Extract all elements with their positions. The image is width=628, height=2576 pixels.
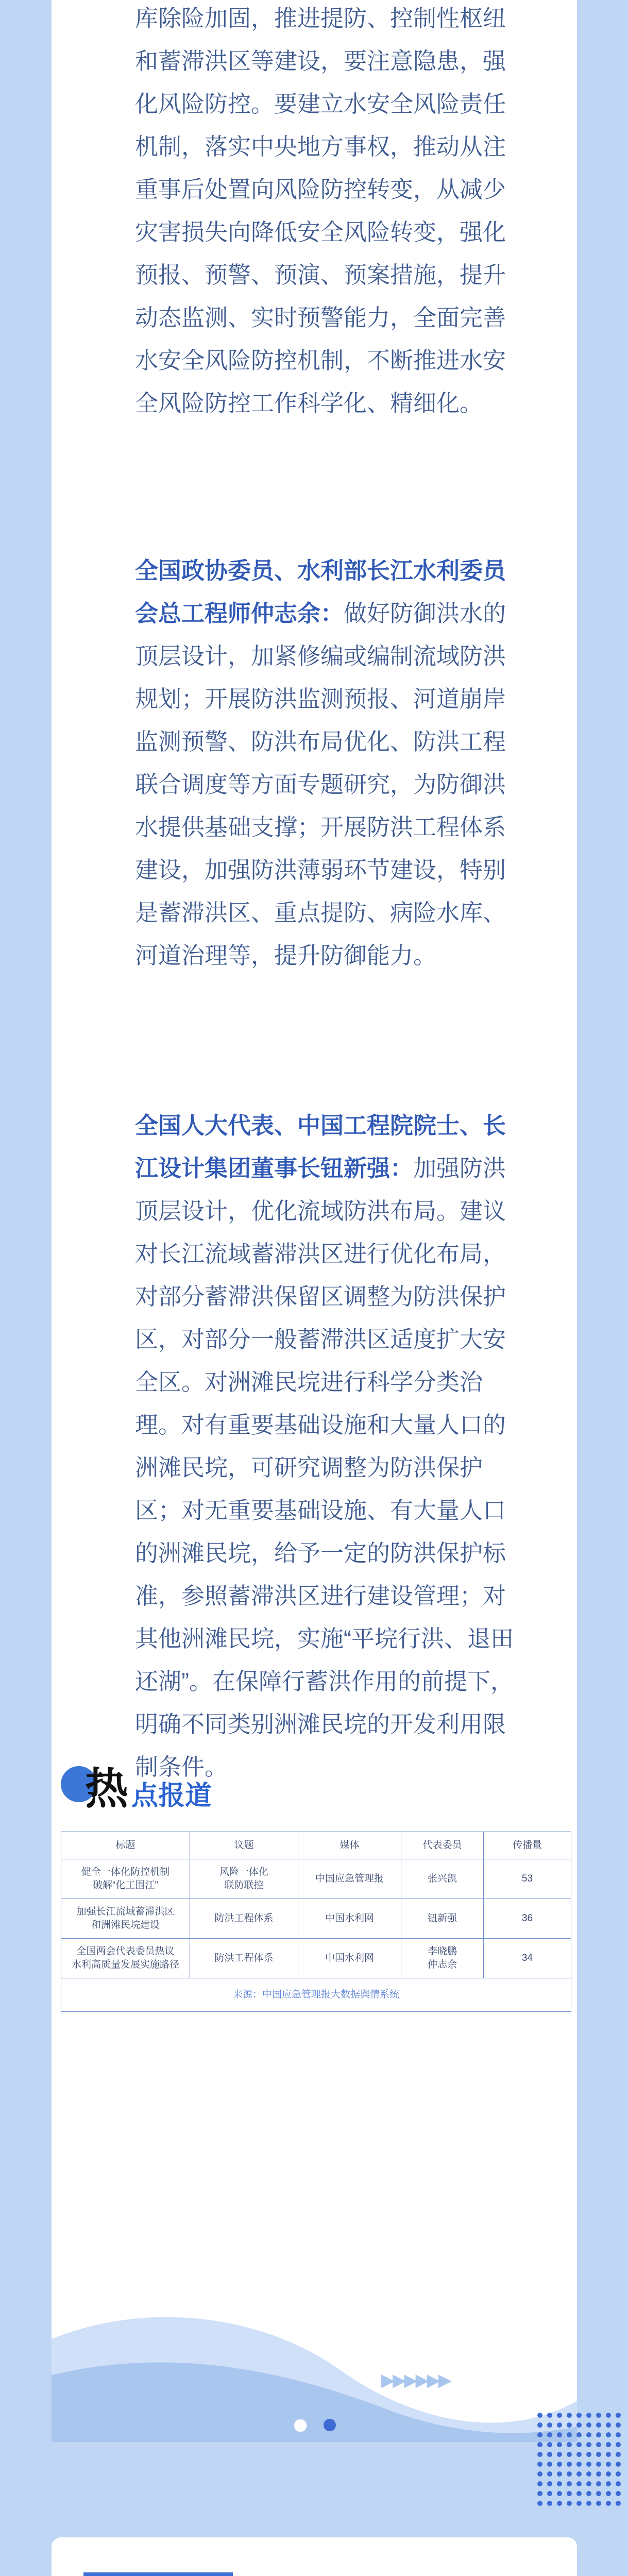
decor-dot — [537, 2481, 542, 2486]
pagination-dot[interactable] — [324, 2419, 336, 2431]
decor-dot — [596, 2413, 601, 2418]
decor-dot — [557, 2462, 562, 2467]
decor-dot — [537, 2462, 542, 2467]
decor-dot — [547, 2501, 552, 2506]
p2-line: 水提供基础支撑；开展防洪工程体系 — [135, 814, 506, 840]
speaker-name: 会总工程师仲志余： — [135, 600, 344, 626]
decor-dot — [606, 2413, 611, 2418]
decor-dot — [596, 2481, 601, 2486]
p1-line: 预报、预警、预演、预案措施，提升 — [135, 262, 506, 288]
p3-line: 准，参照蓄滞洪区进行建设管理；对 — [135, 1583, 506, 1609]
decor-dot — [537, 2452, 542, 2457]
decor-dot — [557, 2481, 562, 2486]
decor-dot — [537, 2432, 542, 2437]
p2-line: 监测预警、防洪布局优化、防洪工程 — [135, 728, 506, 755]
hot-report-heading — [52, 1762, 361, 1824]
decor-dot — [616, 2422, 621, 2428]
decor-dot — [547, 2432, 552, 2437]
decor-dot — [586, 2481, 591, 2486]
decor-dot — [616, 2491, 621, 2496]
col-header: 媒体 — [298, 1832, 401, 1859]
decor-dot — [567, 2432, 572, 2437]
table-source-row — [61, 1978, 571, 2012]
decor-dot — [586, 2422, 591, 2428]
p3-line: 的洲滩民垸，给予一定的防洪保护标 — [135, 1540, 506, 1566]
cell-media: 中国应急管理报 — [298, 1859, 401, 1899]
decor-dot — [537, 2471, 542, 2477]
cell-title: 加强长江流域蓄滞洪区 和洲滩民垸建设 — [61, 1899, 190, 1939]
decor-dot — [576, 2452, 582, 2457]
decor-dot — [596, 2452, 601, 2457]
decor-dot — [567, 2501, 572, 2506]
decor-dot — [537, 2491, 542, 2496]
p1-line: 和蓄滞洪区等建设，要注意隐患，强 — [135, 48, 506, 74]
decor-dot — [547, 2471, 552, 2477]
decor-dot — [576, 2471, 582, 2477]
p2-line: 顶层设计，加紧修编或编制流域防洪 — [135, 643, 506, 669]
decor-dot — [616, 2413, 621, 2418]
speaker-name: 全国人大代表、中国工程院院士、长 — [135, 1112, 506, 1139]
decor-dot — [567, 2462, 572, 2467]
decor-dot — [537, 2422, 542, 2428]
p1-line: 全风险防控工作科学化、精细化。 — [135, 390, 483, 416]
decor-dot — [606, 2422, 611, 2428]
decor-dot — [586, 2452, 591, 2457]
heading-big-char: 热 — [85, 1765, 129, 1813]
decor-dot — [586, 2432, 591, 2437]
arrows-decoration: ▶▶▶▶▶▶ — [381, 2370, 450, 2390]
decor-dot — [557, 2432, 562, 2437]
p3-line: 区；对无重要基础设施、有大量人口 — [135, 1497, 506, 1523]
p2-line: 规划；开展防洪监测预报、河道崩岸 — [135, 686, 506, 712]
p2-line: 建设，加强防洪薄弱环节建设，特别 — [135, 857, 506, 883]
article-card — [52, 0, 577, 2442]
decor-dot — [567, 2442, 572, 2447]
decor-dot — [576, 2413, 582, 2418]
decor-dot — [586, 2491, 591, 2496]
p2-line: 联合调度等方面专题研究，为防御洪 — [135, 771, 506, 798]
decor-dot — [586, 2413, 591, 2418]
cell-rep: 钮新强 — [401, 1899, 484, 1939]
decor-dot — [567, 2491, 572, 2496]
speaker-name: 全国政协委员、水利部长江水利委员 — [135, 557, 506, 584]
hot-report-table — [61, 1832, 571, 2012]
p3-line: 加强防洪 — [413, 1155, 506, 1181]
decor-dot — [596, 2462, 601, 2467]
decor-dot — [606, 2471, 611, 2477]
p1-line: 水安全风险防控机制，不断推进水安 — [135, 347, 506, 374]
decor-dot — [616, 2481, 621, 2486]
decor-dot — [616, 2471, 621, 2477]
decor-dot — [606, 2432, 611, 2437]
decor-dot — [596, 2442, 601, 2447]
p1-line: 库除险加固，推进提防、控制性枢纽 — [135, 5, 506, 31]
p3-line: 全区。对洲滩民垸进行科学分类治 — [135, 1369, 483, 1395]
decor-dot — [537, 2413, 542, 2418]
p3-line: 明确不同类别洲滩民垸的开发利用限 — [135, 1711, 506, 1737]
paragraph-1 — [135, 0, 593, 425]
fire-safety-card — [52, 2537, 577, 2576]
decor-dot — [606, 2501, 611, 2506]
pagination-dot-active[interactable] — [294, 2419, 307, 2432]
p3-line: 制条件。 — [135, 1754, 228, 1780]
decor-dot — [567, 2471, 572, 2477]
decor-dot — [606, 2442, 611, 2447]
number-badge-shape — [83, 2572, 233, 2576]
cell-count: 36 — [484, 1899, 571, 1939]
decor-dot — [596, 2501, 601, 2506]
decor-dot — [606, 2481, 611, 2486]
cell-count: 53 — [484, 1859, 571, 1899]
decor-dot — [557, 2471, 562, 2477]
p3-line: 顶层设计，优化流域防洪布局。建议 — [135, 1198, 506, 1224]
speaker-name: 江设计集团董事长钮新强： — [135, 1155, 414, 1181]
decor-dot — [596, 2491, 601, 2496]
decor-dot — [547, 2452, 552, 2457]
cell-count: 34 — [484, 1939, 571, 1978]
decor-dot — [616, 2462, 621, 2467]
decor-dot — [616, 2452, 621, 2457]
col-header: 议题 — [190, 1832, 298, 1859]
decor-dot — [547, 2462, 552, 2467]
decor-dot — [606, 2491, 611, 2496]
col-header: 传播量 — [484, 1832, 571, 1859]
p1-line: 动态监测、实时预警能力，全面完善 — [135, 304, 506, 331]
decor-dot — [547, 2481, 552, 2486]
table-row — [61, 1899, 571, 1939]
decor-dot — [606, 2462, 611, 2467]
decor-dot — [547, 2413, 552, 2418]
decor-dot — [576, 2491, 582, 2496]
p3-line: 还湖”。在保障行蓄洪作用的前提下， — [135, 1668, 514, 1694]
decor-dot — [586, 2501, 591, 2506]
paragraph-2 — [135, 549, 593, 977]
p1-line: 灾害损失向降低安全风险转变，强化 — [135, 219, 506, 245]
table-row — [61, 1859, 571, 1899]
decor-dot — [596, 2432, 601, 2437]
decor-dot — [596, 2422, 601, 2428]
cell-topic: 防洪工程体系 — [190, 1939, 298, 1978]
p3-line: 区，对部分一般蓄滞洪区适度扩大安 — [135, 1326, 506, 1352]
decor-dot — [616, 2442, 621, 2447]
cell-rep: 张兴凯 — [401, 1859, 484, 1899]
decor-dot — [576, 2462, 582, 2467]
p1-line: 化风险防控。要建立水安全风险责任 — [135, 91, 506, 117]
cell-title: 健全一体化防控机制 破解“化工围江” — [61, 1859, 190, 1899]
decor-dot — [537, 2442, 542, 2447]
cell-media: 中国水利网 — [298, 1899, 401, 1939]
decor-dot — [567, 2413, 572, 2418]
dot-grid-decoration — [536, 2411, 628, 2514]
decor-dot — [557, 2501, 562, 2506]
decor-dot — [586, 2462, 591, 2467]
wave-decoration — [52, 2298, 577, 2442]
decor-dot — [547, 2491, 552, 2496]
cell-topic: 防洪工程体系 — [190, 1899, 298, 1939]
decor-dot — [596, 2471, 601, 2477]
p3-line: 对长江流域蓄滞洪区进行优化布局， — [135, 1241, 506, 1267]
cell-rep: 李晓鹏 仲志余 — [401, 1939, 484, 1978]
decor-dot — [547, 2422, 552, 2428]
decor-dot — [557, 2452, 562, 2457]
decor-dot — [616, 2432, 621, 2437]
decor-dot — [576, 2501, 582, 2506]
decor-dot — [547, 2442, 552, 2447]
decor-dot — [606, 2452, 611, 2457]
cell-media: 中国水利网 — [298, 1939, 401, 1978]
p3-line: 洲滩民垸，可研究调整为防洪保护 — [135, 1454, 483, 1481]
decor-dot — [576, 2481, 582, 2486]
p2-line: 是蓄滞洪区、重点提防、病险水库、 — [135, 900, 506, 926]
p1-line: 机制，落实中央地方事权，推动从注 — [135, 133, 506, 160]
decor-dot — [567, 2452, 572, 2457]
cell-topic: 风险一体化 联防联控 — [190, 1859, 298, 1899]
decor-dot — [557, 2422, 562, 2428]
p3-line: 理。对有重要基础设施和大量人口的 — [135, 1412, 506, 1438]
decor-dot — [576, 2432, 582, 2437]
table-header-row — [61, 1832, 571, 1859]
decor-dot — [586, 2442, 591, 2447]
col-header: 标题 — [61, 1832, 190, 1859]
table-row — [61, 1939, 571, 1978]
decor-dot — [616, 2501, 621, 2506]
col-header: 代表委员 — [401, 1832, 484, 1859]
decor-dot — [567, 2422, 572, 2428]
decor-dot — [586, 2471, 591, 2477]
decor-dot — [576, 2422, 582, 2428]
decor-dot — [576, 2442, 582, 2447]
cell-title: 全国两会代表委员热议 水利高质量发展实施路径 — [61, 1939, 190, 1978]
table-source: 来源：中国应急管理报大数据舆情系统 — [61, 1978, 571, 2012]
p3-line: 其他洲滩民垸，实施“平垸行洪、退田 — [135, 1625, 514, 1652]
decor-dot — [557, 2413, 562, 2418]
p3-line: 对部分蓄滞洪保留区调整为防洪保护 — [135, 1283, 506, 1310]
heading-rest: 点报道 — [131, 1781, 212, 1811]
p1-line: 重事后处置向风险防控转变，从减少 — [135, 176, 506, 202]
decor-dot — [557, 2442, 562, 2447]
p2-line: 河道治理等，提升防御能力。 — [135, 942, 437, 969]
decor-dot — [557, 2491, 562, 2496]
p2-line: 做好防御洪水的 — [344, 600, 506, 626]
paragraph-3 — [135, 1104, 593, 1788]
decor-dot — [567, 2481, 572, 2486]
decor-dot — [537, 2501, 542, 2506]
